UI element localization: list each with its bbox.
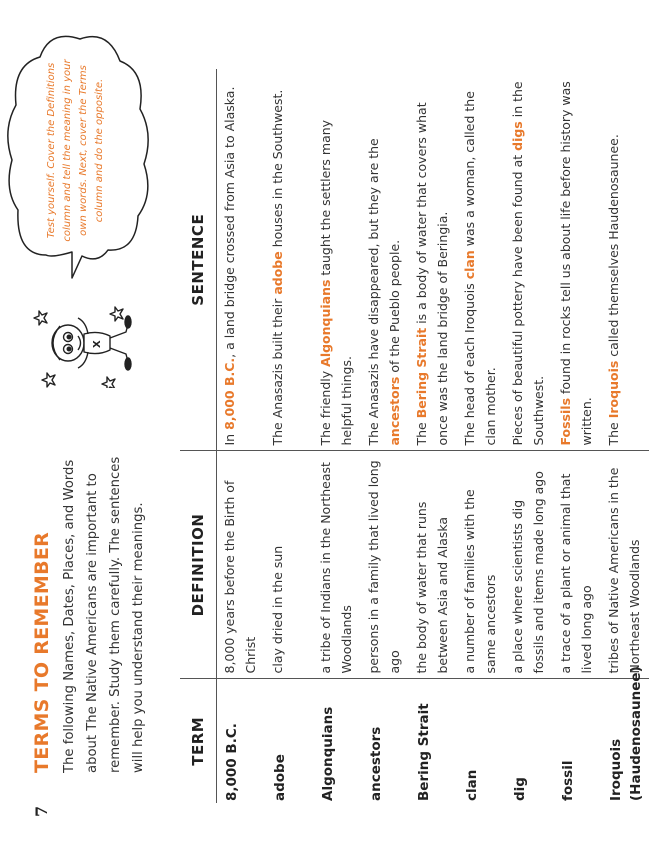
sentence-text: Pieces of beautiful pottery have been found at [510, 150, 525, 446]
sentence-text: The [414, 418, 429, 446]
sentence-text: houses in the Southwest. [270, 89, 285, 252]
sentence-cell [409, 69, 457, 451]
header-definition: DEFINITION [180, 451, 217, 679]
highlighted-term: Fossils [558, 397, 573, 446]
sentence-cell [217, 69, 266, 451]
table-row [265, 69, 313, 803]
term-cell: fossil [560, 760, 576, 801]
sentence-text: The [606, 418, 621, 446]
sentence-text: is a body of water that covers what once was the land bridge of Beringia. [414, 102, 450, 446]
sentence-cell [553, 69, 601, 451]
term-cell: ancestors [368, 726, 384, 801]
header-sentence: SENTENCE [180, 69, 217, 451]
table-row [505, 69, 553, 803]
highlighted-term: clan [462, 250, 477, 280]
sentence-text: was a woman, called the clan mother. [462, 91, 498, 446]
sentence-cell [457, 69, 505, 451]
sentence-cell [505, 69, 553, 451]
table-row [409, 69, 457, 803]
header-term: TERM [189, 716, 207, 766]
table-row [313, 69, 361, 803]
sentence-text: called themselves Haudenosaunee. [606, 134, 621, 361]
sentence-text: of the Pueblo people. [387, 239, 402, 377]
sentence-cell [361, 69, 409, 451]
sentence-text: The Anasazis built their [270, 294, 285, 446]
highlighted-term: adobe [270, 251, 285, 295]
term-cell: dig [512, 777, 528, 801]
table-row [553, 69, 601, 803]
intro-paragraph: The following Names, Dates, Places, and Words about The Native Americans are important to remember. Study them carefully. The sentences will help you understand their meanings. [62, 456, 146, 773]
terms-table-body [217, 69, 650, 803]
definition-cell: a trace of a plant or animal that lived long ago [553, 451, 601, 679]
definition-cell: a tribe of Indians in the Northeast Woodlands [313, 451, 361, 679]
table-row [457, 69, 505, 803]
sentence-text: found in rocks tell us about life before history was written. [558, 81, 594, 446]
sentence-cell [313, 69, 361, 451]
term-cell: Bering Strait [416, 703, 432, 801]
term-cell: Algonquians [320, 706, 336, 801]
sentence-cell [265, 69, 313, 451]
sentence-text: , a land bridge crossed from Asia to Alaska. [222, 86, 237, 358]
definition-cell: a number of families with the same ancestors [457, 451, 505, 679]
page-number: 7 [32, 805, 51, 817]
definition-cell: tribes of Native Americans in the Northeast Woodlands [601, 451, 649, 679]
highlighted-term: Iroquois [606, 360, 621, 419]
definition-cell: the body of water that runs between Asia and Alaska [409, 451, 457, 679]
definition-cell: clay dried in the sun [265, 451, 313, 679]
table-header-row [180, 69, 217, 803]
sentence-text: in the Southwest. [510, 81, 546, 446]
sentence-text: The Anasazis have disappeared, but they are the [366, 138, 381, 446]
highlighted-term: ancestors [387, 376, 402, 446]
highlighted-term: Algonquians [318, 279, 333, 367]
table-row [217, 69, 266, 803]
sentence-text: The head of each Iroquois [462, 279, 477, 446]
highlighted-term: Bering Strait [414, 327, 429, 419]
definition-cell: 8,000 years before the Birth of Christ [217, 451, 266, 679]
page-title: TERMS TO REMEMBER [31, 531, 53, 773]
sentence-text: In [222, 429, 237, 446]
svg-text:X: X [92, 340, 103, 348]
terms-table [180, 69, 649, 803]
definition-cell: persons in a family that lived long ago [361, 451, 409, 679]
sentence-cell [601, 69, 649, 451]
table-row [361, 69, 409, 803]
table-row [601, 69, 649, 803]
bubble-instructions: Test yourself. Cover the Definitions column and tell the meaning in your own words. Next, cover the Terms column and do the opposite. [46, 59, 105, 242]
highlighted-term: digs [510, 121, 525, 151]
cartoon-mascot-icon [28, 296, 138, 388]
term-cell: Iroquois (Haudenosaunee) [608, 666, 644, 801]
term-cell: adobe [272, 754, 288, 801]
sentence-text: taught the settlers many helpful things. [318, 119, 354, 446]
term-cell: clan [464, 769, 480, 801]
definition-cell: a place where scientists dig fossils and items made long ago [505, 451, 553, 679]
highlighted-term: 8,000 B.C. [222, 357, 237, 430]
term-cell: 8,000 B.C. [224, 723, 240, 801]
sentence-text: The friendly [318, 366, 333, 446]
